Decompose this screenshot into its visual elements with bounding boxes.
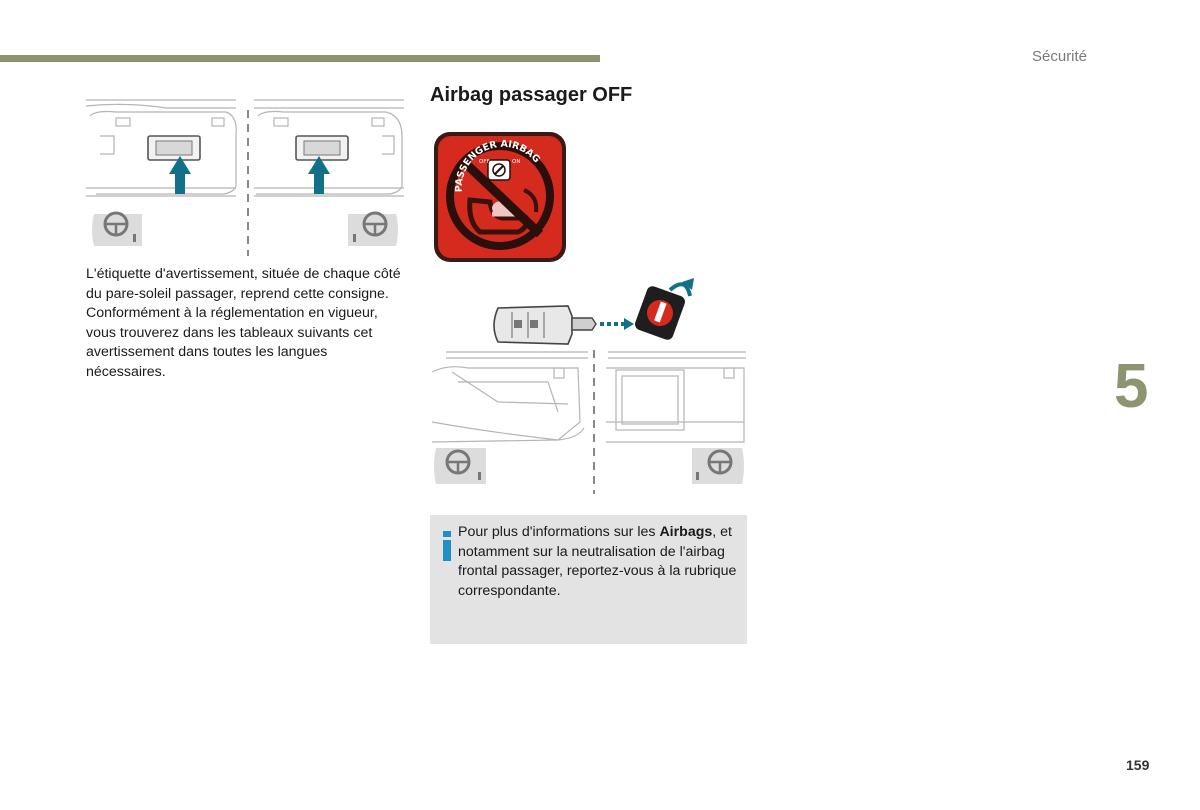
info-text-part: , et notamment sur la neutralisation de l'airbag frontal passager, reportez-vous à la rubrique correspondante. (458, 524, 737, 599)
car-key-icon (494, 306, 596, 344)
section-title: Sécurité (1032, 48, 1088, 65)
label-arc-text: PASSENGER AIRBAG (453, 138, 543, 193)
chapter-number: 5 (1114, 352, 1149, 421)
key-switch-icon (488, 160, 510, 180)
header-accent-bar (0, 55, 600, 62)
steering-wheel-right-icon (692, 448, 744, 484)
info-text-bold: Airbags (659, 524, 713, 540)
airbag-switch-icon (633, 285, 686, 342)
info-box (430, 515, 747, 644)
steering-wheel-left-icon (92, 213, 142, 246)
page-number: 159 (1126, 757, 1150, 773)
passenger-airbag-warning-label (432, 130, 568, 264)
info-text (458, 523, 738, 601)
label-on-text: ON (512, 159, 521, 165)
label-off-text: OFF (479, 159, 490, 165)
section-heading: Airbag passager OFF (430, 84, 633, 106)
info-icon (442, 531, 452, 561)
body-paragraph: L'étiquette d'avertissement, située de chaque côté du pare-soleil passager, reprend cette consigne. (86, 266, 401, 302)
glovebox-key-illustration (428, 272, 748, 494)
body-paragraph: Conformément à la réglementation en vigueur, vous trouverez dans les tableaux suivants cet avertissement dans toutes les langues nécessaires. (86, 305, 378, 380)
info-text-part: Pour plus d'informations sur les (458, 524, 660, 540)
steering-wheel-right-icon (348, 213, 398, 246)
sun-visor-illustration (86, 96, 404, 256)
left-body-text (86, 265, 406, 382)
steering-wheel-left-icon (434, 448, 486, 484)
